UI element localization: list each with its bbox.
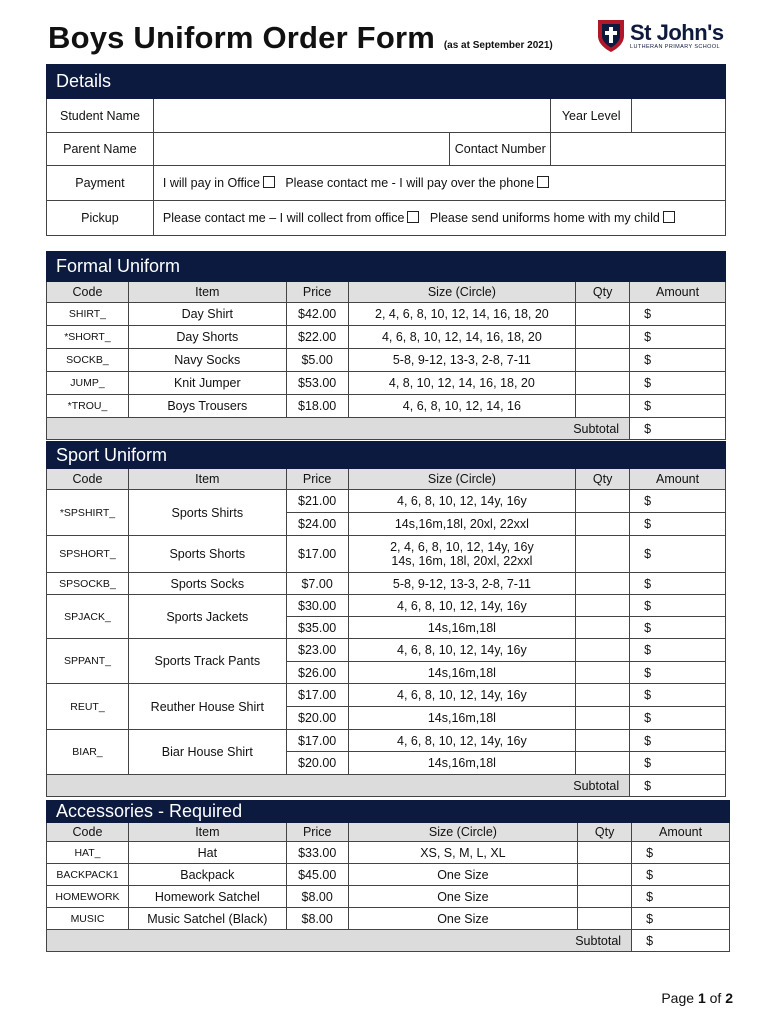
item-cell: Day Shorts	[128, 326, 286, 349]
payment-options	[153, 166, 725, 201]
qty-field[interactable]	[576, 326, 630, 349]
payment-label: Payment	[47, 166, 154, 201]
item-cell: Biar House Shirt	[128, 730, 286, 775]
qty-field[interactable]	[576, 349, 630, 372]
page-prefix: Page	[661, 990, 695, 1006]
pickup-office-checkbox[interactable]	[407, 211, 419, 223]
accessories-table	[46, 800, 730, 952]
table-row	[47, 886, 730, 908]
code-cell: SPJACK_	[47, 595, 129, 639]
item-cell: Day Shirt	[128, 303, 286, 326]
accessories-subtotal-field[interactable]: $	[632, 930, 730, 952]
price-cell: $22.00	[286, 326, 348, 349]
page-number: 1	[697, 990, 706, 1006]
item-cell: Sports Track Pants	[128, 639, 286, 684]
logo-name: St John's	[630, 20, 724, 45]
amount-field[interactable]: $	[630, 349, 726, 372]
size-cell[interactable]: 14s,16m,18l	[348, 752, 576, 775]
size-cell[interactable]: One Size	[348, 886, 578, 908]
col-amount: Amount	[630, 282, 726, 303]
price-cell: $53.00	[286, 372, 348, 395]
col-item: Item	[128, 469, 286, 490]
col-size: Size (Circle)	[348, 469, 576, 490]
qty-field[interactable]	[576, 752, 630, 775]
size-cell[interactable]: 14s,16m,18l	[348, 707, 576, 730]
code-cell: JUMP_	[47, 372, 129, 395]
price-cell: $8.00	[286, 908, 348, 930]
item-cell: Hat	[128, 842, 286, 864]
amount-field[interactable]: $	[630, 662, 726, 684]
item-cell: Sports Jackets	[128, 595, 286, 639]
size-cell[interactable]: One Size	[348, 864, 578, 886]
col-qty: Qty	[576, 282, 630, 303]
col-qty: Qty	[576, 469, 630, 490]
formal-heading: Formal Uniform	[47, 252, 726, 282]
qty-field[interactable]	[576, 372, 630, 395]
amount-field[interactable]: $	[630, 490, 726, 513]
size-cell[interactable]: 14s,16m,18l	[348, 617, 576, 639]
price-cell: $33.00	[286, 842, 348, 864]
price-cell: $8.00	[286, 886, 348, 908]
page-of: of	[709, 990, 722, 1006]
form-title: Boys Uniform Order Form (as at September 2021)	[48, 20, 553, 55]
size-cell[interactable]: One Size	[348, 908, 578, 930]
size-cell[interactable]: 14s,16m,18l	[348, 662, 576, 684]
code-cell: SPSOCKB_	[47, 573, 129, 595]
col-item: Item	[128, 823, 286, 842]
code-cell: SOCKB_	[47, 349, 129, 372]
formal-subtotal-label: Subtotal	[47, 418, 630, 440]
student-name-field[interactable]	[153, 99, 550, 133]
accessories-subtotal-label: Subtotal	[47, 930, 632, 952]
amount-field[interactable]: $	[630, 752, 726, 775]
table-row	[47, 730, 726, 752]
school-logo	[596, 18, 724, 54]
price-cell: $30.00	[286, 595, 348, 617]
item-cell: Sports Socks	[128, 573, 286, 595]
item-cell: Music Satchel (Black)	[128, 908, 286, 930]
details-table	[46, 64, 726, 236]
size-line: 14s, 16m, 18l, 20xl, 22xxl	[391, 554, 533, 568]
amount-field[interactable]: $	[630, 395, 726, 418]
qty-field[interactable]	[578, 864, 632, 886]
price-cell: $17.00	[286, 730, 348, 752]
item-cell: Backpack	[128, 864, 286, 886]
size-cell[interactable]: 5-8, 9-12, 13-3, 2-8, 7-11	[348, 349, 576, 372]
qty-field[interactable]	[576, 707, 630, 730]
size-cell[interactable]: 4, 6, 8, 10, 12, 14y, 16y	[348, 490, 576, 513]
qty-field[interactable]	[576, 617, 630, 639]
pickup-options	[153, 201, 725, 236]
price-cell: $17.00	[286, 684, 348, 707]
item-cell: Navy Socks	[128, 349, 286, 372]
size-cell[interactable]: 4, 6, 8, 10, 12, 14y, 16y	[348, 684, 576, 707]
col-size: Size (Circle)	[348, 823, 578, 842]
qty-field[interactable]	[578, 908, 632, 930]
amount-field[interactable]: $	[632, 908, 730, 930]
price-cell: $24.00	[286, 513, 348, 536]
item-cell: Knit Jumper	[128, 372, 286, 395]
size-cell[interactable]: 4, 6, 8, 10, 12, 14y, 16y	[348, 595, 576, 617]
size-cell[interactable]: XS, S, M, L, XL	[348, 842, 578, 864]
table-row	[47, 573, 726, 595]
table-row	[47, 639, 726, 662]
table-row	[47, 326, 726, 349]
price-cell: $5.00	[286, 349, 348, 372]
size-line: 2, 4, 6, 8, 10, 12, 14y, 16y	[390, 540, 534, 554]
year-level-label: Year Level	[551, 99, 632, 133]
code-cell: SPPANT_	[47, 639, 129, 684]
size-cell[interactable]: 4, 8, 10, 12, 14, 16, 18, 20	[348, 372, 576, 395]
pay-phone-label: Please contact me - I will pay over the phone	[285, 176, 535, 190]
qty-field[interactable]	[576, 395, 630, 418]
col-code: Code	[47, 823, 129, 842]
table-row	[47, 303, 726, 326]
price-cell: $42.00	[286, 303, 348, 326]
code-cell: *SPSHIRT_	[47, 490, 129, 536]
table-row	[47, 490, 726, 513]
parent-name-field[interactable]	[153, 133, 449, 166]
col-price: Price	[286, 469, 348, 490]
code-cell: HOMEWORK	[47, 886, 129, 908]
col-code: Code	[47, 469, 129, 490]
qty-field[interactable]	[576, 303, 630, 326]
code-cell: BACKPACK1	[47, 864, 129, 886]
sport-table	[46, 441, 726, 797]
parent-name-label: Parent Name	[47, 133, 154, 166]
contact-number-label: Contact Number	[450, 133, 551, 166]
logo-subtitle: LUTHERAN PRIMARY SCHOOL	[630, 44, 720, 50]
item-cell: Sports Shirts	[128, 490, 286, 536]
col-size: Size (Circle)	[348, 282, 576, 303]
sport-subtotal-field[interactable]: $	[630, 775, 726, 797]
price-cell: $23.00	[286, 639, 348, 662]
pickup-label: Pickup	[47, 201, 154, 236]
amount-field[interactable]: $	[630, 303, 726, 326]
price-cell: $45.00	[286, 864, 348, 886]
code-cell: BIAR_	[47, 730, 129, 775]
code-cell: REUT_	[47, 684, 129, 730]
amount-field[interactable]: $	[630, 639, 726, 662]
amount-field[interactable]: $	[630, 513, 726, 536]
col-price: Price	[286, 823, 348, 842]
amount-field[interactable]: $	[630, 595, 726, 617]
form-date: (as at September 2021)	[443, 40, 553, 51]
amount-field[interactable]: $	[632, 864, 730, 886]
pickup-home-label: Please send uniforms home with my child	[429, 211, 660, 225]
qty-field[interactable]	[576, 573, 630, 595]
table-row	[47, 595, 726, 617]
code-cell: SHIRT_	[47, 303, 129, 326]
price-cell: $17.00	[286, 536, 348, 573]
table-row	[47, 372, 726, 395]
amount-field[interactable]: $	[630, 617, 726, 639]
item-cell: Reuther House Shirt	[128, 684, 286, 730]
col-item: Item	[128, 282, 286, 303]
table-row	[47, 908, 730, 930]
size-cell[interactable]: 5-8, 9-12, 13-3, 2-8, 7-11	[348, 573, 576, 595]
code-cell: HAT_	[47, 842, 129, 864]
code-cell: SPSHORT_	[47, 536, 129, 573]
qty-field[interactable]	[576, 513, 630, 536]
amount-field[interactable]: $	[630, 372, 726, 395]
size-cell[interactable]: 4, 6, 8, 10, 12, 14y, 16y	[348, 639, 576, 662]
size-cell[interactable]: 14s,16m,18l, 20xl, 22xxl	[348, 513, 576, 536]
formal-table	[46, 251, 726, 440]
table-row	[47, 684, 726, 707]
qty-field[interactable]	[578, 842, 632, 864]
col-price: Price	[286, 282, 348, 303]
sport-heading: Sport Uniform	[47, 442, 726, 469]
table-row	[47, 536, 726, 573]
amount-field[interactable]: $	[630, 573, 726, 595]
amount-field[interactable]: $	[632, 842, 730, 864]
sport-subtotal-label: Subtotal	[47, 775, 630, 797]
pay-office-checkbox[interactable]	[263, 176, 275, 188]
pickup-office-label: Please contact me – I will collect from office	[162, 211, 405, 225]
price-cell: $20.00	[286, 752, 348, 775]
size-cell[interactable]: 4, 6, 8, 10, 12, 14, 16, 18, 20	[348, 326, 576, 349]
price-cell: $35.00	[286, 617, 348, 639]
amount-field[interactable]: $	[630, 536, 726, 573]
item-cell: Sports Shorts	[128, 536, 286, 573]
price-cell: $7.00	[286, 573, 348, 595]
col-qty: Qty	[578, 823, 632, 842]
code-cell: *TROU_	[47, 395, 129, 418]
amount-field[interactable]: $	[630, 684, 726, 707]
size-cell[interactable]	[348, 536, 576, 573]
amount-field[interactable]: $	[632, 886, 730, 908]
year-level-field[interactable]	[632, 99, 726, 133]
col-amount: Amount	[630, 469, 726, 490]
qty-field[interactable]	[576, 730, 630, 752]
pay-office-label: I will pay in Office	[162, 176, 260, 190]
price-cell: $26.00	[286, 662, 348, 684]
price-cell: $18.00	[286, 395, 348, 418]
col-amount: Amount	[632, 823, 730, 842]
shield-cross-icon	[596, 18, 626, 54]
amount-field[interactable]: $	[630, 730, 726, 752]
pickup-home-checkbox[interactable]	[663, 211, 675, 223]
table-row	[47, 395, 726, 418]
qty-field[interactable]	[576, 639, 630, 662]
code-cell: MUSIC	[47, 908, 129, 930]
accessories-heading: Accessories - Required	[47, 801, 730, 823]
page-total: 2	[725, 990, 733, 1006]
qty-field[interactable]	[576, 595, 630, 617]
qty-field[interactable]	[578, 886, 632, 908]
price-cell: $20.00	[286, 707, 348, 730]
qty-field[interactable]	[576, 490, 630, 513]
size-cell[interactable]: 4, 6, 8, 10, 12, 14, 16	[348, 395, 576, 418]
qty-field[interactable]	[576, 684, 630, 707]
code-cell: *SHORT_	[47, 326, 129, 349]
amount-field[interactable]: $	[630, 707, 726, 730]
size-cell[interactable]: 2, 4, 6, 8, 10, 12, 14, 16, 18, 20	[348, 303, 576, 326]
item-cell: Boys Trousers	[128, 395, 286, 418]
qty-field[interactable]	[576, 536, 630, 573]
details-heading: Details	[47, 65, 726, 99]
size-cell[interactable]: 4, 6, 8, 10, 12, 14y, 16y	[348, 730, 576, 752]
formal-subtotal-field[interactable]: $	[630, 418, 726, 440]
student-name-label: Student Name	[47, 99, 154, 133]
pay-phone-checkbox[interactable]	[537, 176, 549, 188]
table-row	[47, 349, 726, 372]
col-code: Code	[47, 282, 129, 303]
item-cell: Homework Satchel	[128, 886, 286, 908]
table-row	[47, 842, 730, 864]
page-indicator	[661, 990, 733, 1006]
price-cell: $21.00	[286, 490, 348, 513]
qty-field[interactable]	[576, 662, 630, 684]
contact-number-field[interactable]	[551, 133, 726, 166]
table-row	[47, 864, 730, 886]
amount-field[interactable]: $	[630, 326, 726, 349]
